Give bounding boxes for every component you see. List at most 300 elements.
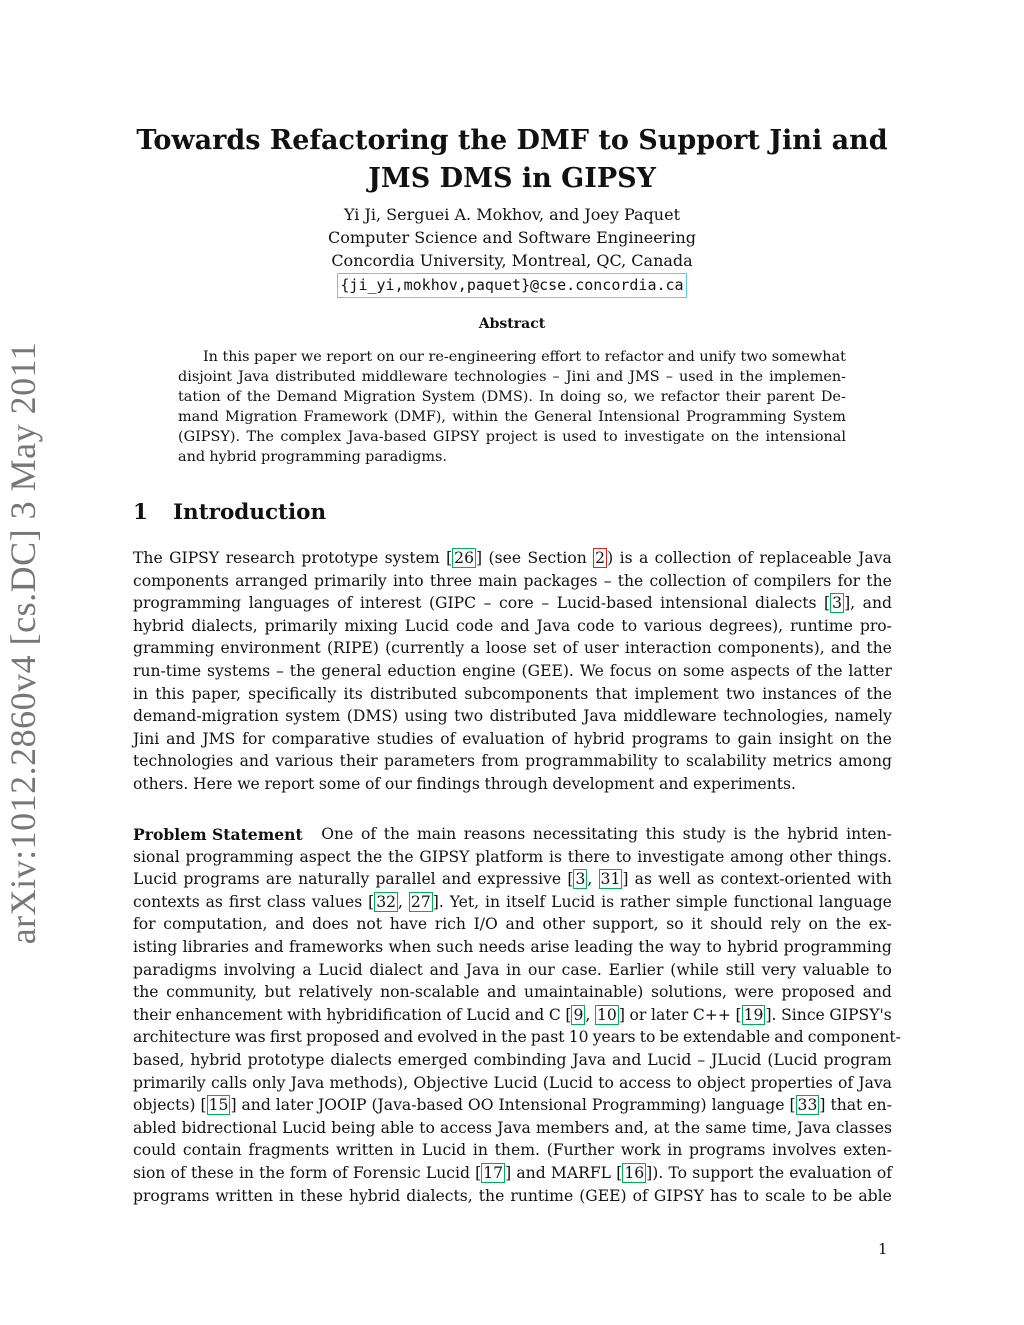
- word: (see: [488, 549, 522, 567]
- word: at: [653, 1118, 670, 1137]
- word: calls: [210, 1073, 247, 1092]
- word: not: [356, 915, 383, 934]
- word: them.: [494, 1141, 540, 1160]
- word: we: [633, 389, 655, 405]
- word: in: [133, 684, 149, 703]
- text-line: [133, 707, 892, 725]
- word: two: [454, 707, 484, 726]
- word: a: [470, 639, 480, 658]
- word: hybridification: [326, 1005, 442, 1024]
- word: class: [266, 892, 306, 911]
- word: well: [658, 870, 691, 889]
- section-heading-introduction: [133, 500, 326, 525]
- word: using: [404, 707, 448, 726]
- word: have: [389, 915, 428, 934]
- word: to: [419, 1118, 435, 1137]
- word: within: [452, 409, 499, 425]
- word: component-: [807, 1028, 901, 1047]
- word: [ 26 ]: [446, 549, 483, 567]
- word: enhancement: [175, 1005, 283, 1024]
- word: to: [615, 847, 632, 866]
- word: leading: [574, 938, 634, 956]
- word: used: [562, 429, 597, 445]
- citation-link[interactable]: 32: [376, 892, 397, 911]
- word: I/O: [473, 915, 498, 934]
- citation-link[interactable]: 16: [624, 1164, 645, 1182]
- word: programmability: [525, 752, 658, 771]
- word: context-oriented: [720, 870, 852, 889]
- word: middleware: [623, 707, 717, 726]
- text-line: [133, 870, 892, 888]
- word: our: [527, 960, 555, 979]
- word: two: [726, 684, 756, 703]
- word: was: [234, 1028, 266, 1047]
- word: naturally: [298, 870, 370, 889]
- word: programming: [185, 847, 294, 866]
- citation-link[interactable]: 9: [573, 1005, 584, 1024]
- word: simple: [675, 892, 728, 911]
- word: form: [289, 1164, 328, 1182]
- word: programming: [783, 938, 892, 956]
- word: rich: [434, 915, 466, 934]
- word: paper: [254, 349, 297, 365]
- word: a: [302, 960, 312, 979]
- word: community,: [166, 983, 257, 1002]
- word: Java: [858, 549, 892, 567]
- word: were: [734, 983, 774, 1002]
- word: interest: [359, 594, 422, 613]
- word: and: [383, 1028, 414, 1047]
- word: –: [541, 594, 550, 613]
- word: involves: [772, 1141, 837, 1160]
- word: programs: [183, 870, 260, 889]
- word: and: [166, 729, 196, 748]
- word: and: [241, 1096, 271, 1115]
- word: frameworks: [288, 938, 384, 956]
- word: Here: [193, 775, 233, 793]
- word: of: [440, 729, 456, 748]
- word: systems: [207, 662, 271, 680]
- arxiv-identifier-stamp[interactable]: arXiv:1012.2860v4 [cs.DC] 3 May 2011: [3, 341, 43, 945]
- word: GIPSY: [169, 549, 220, 567]
- word: The: [133, 549, 163, 567]
- word: en-: [867, 1096, 892, 1115]
- citation-link[interactable]: 3: [575, 870, 586, 889]
- word: Java: [858, 1073, 892, 1092]
- text-line: [133, 1187, 892, 1205]
- word: distributed: [275, 369, 356, 385]
- word: dialects,: [191, 616, 258, 635]
- text-line: [133, 848, 892, 866]
- word: fragments: [248, 1141, 330, 1160]
- word: in: [481, 1028, 497, 1047]
- word: on: [376, 349, 395, 365]
- word: sional: [133, 847, 180, 866]
- word: [ 3 ],: [824, 594, 856, 613]
- word: core: [498, 594, 534, 613]
- word: into: [392, 571, 424, 590]
- word: engine: [462, 662, 516, 680]
- word: other: [789, 847, 832, 866]
- word: in: [400, 1141, 416, 1160]
- word: collection: [654, 549, 732, 567]
- text-line: [133, 752, 892, 770]
- text-line: [133, 1096, 892, 1114]
- section-number: 1: [133, 500, 148, 525]
- text-line: [133, 549, 892, 567]
- word: classes: [835, 1118, 892, 1137]
- word: tation: [178, 389, 221, 405]
- word: its: [343, 684, 363, 703]
- word: Programming): [591, 1096, 707, 1115]
- word: valuable: [802, 960, 870, 979]
- word: three: [429, 571, 473, 590]
- word: libraries: [182, 938, 249, 956]
- text-line: [178, 409, 846, 425]
- word: eduction: [387, 662, 457, 680]
- word: [ 17 ]: [475, 1164, 512, 1182]
- word: Java: [497, 1118, 531, 1137]
- word: and: [505, 915, 535, 934]
- word: to: [663, 752, 680, 771]
- author-block: [130, 203, 894, 298]
- word: rely: [770, 915, 801, 934]
- word: written: [215, 1186, 273, 1205]
- word: emerged: [397, 1051, 468, 1069]
- word: program: [823, 1051, 892, 1069]
- word: solutions,: [650, 983, 728, 1002]
- word: hybrid: [190, 1051, 242, 1069]
- word: doing: [560, 389, 602, 405]
- citation-link[interactable]: 15: [208, 1096, 229, 1115]
- word: members: [535, 1118, 610, 1137]
- word: the: [388, 847, 414, 866]
- word: and: [429, 960, 459, 979]
- word: GIPSY: [433, 429, 480, 445]
- word: run-time: [133, 662, 202, 680]
- word: [ 15 ]: [200, 1096, 237, 1115]
- word: study: [682, 825, 726, 843]
- word: access: [619, 1073, 672, 1092]
- word: support,: [592, 915, 659, 934]
- word: access: [439, 1118, 492, 1137]
- word: written: [335, 1141, 394, 1160]
- word: hybrid: [348, 1186, 401, 1205]
- word: degrees),: [708, 616, 784, 635]
- word: In: [203, 349, 218, 365]
- word: instances: [762, 684, 837, 703]
- word: Lucid: [466, 1005, 511, 1024]
- word: in: [485, 892, 501, 911]
- word: C++: [692, 1005, 731, 1024]
- word: Lucid: [647, 1051, 692, 1069]
- word: distributed: [489, 707, 577, 726]
- word: later: [650, 1005, 689, 1024]
- word: specifically: [248, 684, 337, 703]
- word: for: [242, 729, 265, 748]
- word: findings: [416, 775, 480, 793]
- word: 27 ].: [410, 892, 444, 911]
- word: the: [289, 662, 316, 680]
- word: mand: [178, 409, 219, 425]
- word: (DMS): [346, 707, 399, 726]
- word: language: [819, 892, 892, 911]
- section-reference-link[interactable]: 2: [595, 549, 606, 567]
- citation-link[interactable]: 31: [600, 870, 621, 889]
- text-line: [133, 825, 892, 844]
- word: of: [837, 1073, 854, 1092]
- word: comparative: [271, 729, 370, 748]
- word: JMS: [202, 729, 236, 748]
- citation-link[interactable]: 27: [410, 892, 431, 911]
- word: past: [530, 1028, 565, 1047]
- word: Java: [536, 616, 571, 635]
- word: Lucid: [425, 1164, 470, 1182]
- text-line: [133, 983, 892, 1001]
- word: abled: [133, 1118, 177, 1137]
- word: the: [504, 409, 528, 425]
- word: –: [665, 369, 673, 385]
- word: Migration: [224, 409, 298, 425]
- word: implement: [634, 684, 719, 703]
- word: interaction: [624, 639, 712, 658]
- word: arise: [530, 938, 570, 956]
- word: of: [332, 1164, 348, 1182]
- word: the: [866, 571, 892, 590]
- word: of: [632, 1186, 648, 1205]
- word: work: [620, 1141, 661, 1160]
- word: is: [619, 549, 633, 567]
- word: properties: [750, 1073, 833, 1092]
- word: of: [170, 1164, 186, 1182]
- text-line: [133, 685, 892, 703]
- title-line: JMS DMS in GIPSY: [368, 163, 656, 194]
- word: metrics: [772, 752, 833, 771]
- paper-title: [130, 122, 894, 198]
- word: for: [837, 571, 861, 590]
- word: for: [133, 915, 156, 934]
- word: to: [876, 960, 892, 979]
- word: the: [753, 825, 780, 843]
- word: and: [830, 639, 861, 658]
- word: main: [417, 825, 457, 843]
- word: research: [225, 549, 296, 567]
- word: such: [436, 938, 474, 956]
- word: of: [360, 825, 377, 843]
- text-line: [133, 1074, 892, 1092]
- word: of: [551, 729, 567, 748]
- word: and: [254, 938, 284, 956]
- word: (GEE).: [521, 662, 574, 680]
- word: years: [592, 1028, 636, 1047]
- word: of: [226, 389, 241, 405]
- word: 2 ): [595, 549, 614, 567]
- text-line: [133, 1051, 892, 1069]
- text-line: [178, 389, 846, 405]
- word: this: [222, 349, 250, 365]
- word: of: [844, 684, 860, 703]
- citation-link[interactable]: 10: [596, 1005, 617, 1024]
- word: various: [644, 616, 703, 635]
- word: with: [857, 870, 892, 889]
- word: C: [548, 1005, 561, 1024]
- word: demand-migration: [133, 707, 279, 726]
- word: first: [269, 1028, 302, 1047]
- word: Framework: [303, 409, 388, 425]
- word: later: [275, 1096, 314, 1115]
- word: first: [228, 892, 261, 911]
- word: dialects: [330, 1051, 392, 1069]
- word: way: [669, 938, 701, 956]
- word: replaceable: [759, 549, 852, 567]
- text-line: [133, 961, 892, 979]
- word: investigate: [624, 429, 705, 445]
- word: [ 9 ,: [565, 1005, 591, 1024]
- word: be: [833, 1186, 853, 1205]
- word: in: [506, 960, 522, 979]
- citation-link[interactable]: 33: [797, 1096, 818, 1115]
- word: GIPSY: [419, 847, 470, 866]
- word: investigate: [637, 847, 725, 866]
- word: the: [866, 684, 892, 703]
- word: used: [679, 369, 714, 385]
- word: the: [501, 1028, 527, 1047]
- word: programs: [688, 1141, 766, 1160]
- word: programming: [261, 449, 361, 465]
- word: case.: [561, 960, 602, 979]
- word: only: [252, 1073, 286, 1092]
- word: of: [732, 571, 748, 590]
- abstract-heading: Abstract: [478, 316, 546, 332]
- word: this: [155, 684, 185, 703]
- word: among: [838, 752, 892, 771]
- word: aspects: [730, 662, 790, 680]
- word: relatively: [298, 983, 373, 1002]
- word: code: [577, 616, 615, 635]
- word: dialects: [755, 594, 817, 613]
- affiliation-department: Computer Science and Software Engineering: [327, 228, 696, 247]
- word: to: [811, 1186, 828, 1205]
- word: Java: [465, 960, 500, 979]
- title-line: Towards Refactoring the DMF to Support Jini and: [136, 125, 888, 156]
- word: their: [725, 389, 761, 405]
- word: implemen-: [769, 369, 846, 385]
- word: runtime: [790, 616, 853, 635]
- word: disjoint: [178, 369, 232, 385]
- word: evaluation: [789, 1164, 872, 1182]
- word: among: [730, 847, 784, 866]
- word: We: [579, 662, 604, 680]
- word: –: [697, 1051, 706, 1069]
- word: compilers: [753, 571, 832, 590]
- word: the: [735, 429, 759, 445]
- word: but: [264, 983, 291, 1002]
- word: platform: [475, 847, 544, 866]
- word: the: [835, 915, 862, 934]
- word: technologies: [133, 752, 234, 771]
- word: or: [629, 1005, 647, 1024]
- word: ex-: [868, 915, 892, 934]
- word: and: [500, 616, 530, 635]
- word: and: [774, 1028, 804, 1047]
- word: (Lucid: [767, 1051, 818, 1069]
- word: 31 ]: [600, 870, 629, 889]
- word: JOOIP: [318, 1096, 367, 1115]
- word: System: [792, 409, 846, 425]
- word: hybrid: [727, 938, 779, 956]
- word: JLucid: [711, 1051, 762, 1069]
- text-line: [133, 915, 892, 933]
- word: the: [866, 729, 892, 748]
- word: we: [237, 775, 260, 793]
- word: (RIPE): [326, 639, 379, 658]
- word: the: [478, 1186, 505, 1205]
- word: the: [758, 1164, 785, 1182]
- word: the: [383, 825, 410, 843]
- author-email-link[interactable]: {ji_yi,mokhov,paquet}@cse.concordia.ca: [337, 273, 686, 298]
- word: is: [601, 892, 615, 911]
- word: collection: [649, 571, 727, 590]
- word: objects): [133, 1096, 196, 1115]
- word: programs: [631, 729, 709, 748]
- word: (Java-based: [371, 1096, 463, 1115]
- word: environment: [220, 639, 321, 658]
- word: paper,: [191, 684, 241, 703]
- word: (currently: [385, 639, 465, 658]
- paragraph-heading: Problem Statement: [133, 825, 303, 844]
- word: main: [478, 571, 518, 590]
- word: could: [133, 1141, 177, 1160]
- word: insight: [778, 729, 834, 748]
- word: in: [279, 1186, 295, 1205]
- word: components: [133, 571, 229, 590]
- word: on: [657, 662, 678, 680]
- word: 10 ]: [596, 1005, 625, 1024]
- citation-link[interactable]: 17: [483, 1164, 504, 1182]
- word: we: [300, 349, 322, 365]
- word: complex: [280, 429, 342, 445]
- word: [ 33 ]: [789, 1096, 826, 1115]
- word: methods),: [329, 1073, 409, 1092]
- text-line: [203, 349, 846, 365]
- word: primarily: [133, 1073, 206, 1092]
- word: Yet,: [449, 892, 480, 911]
- word: functional: [733, 892, 814, 911]
- word: paradigms.: [365, 449, 448, 465]
- word: isting: [133, 938, 178, 956]
- word: parallel: [375, 870, 436, 889]
- word: evolved: [417, 1028, 478, 1047]
- word: and: [862, 594, 892, 613]
- word: dialects,: [406, 1186, 473, 1205]
- word: non-scalable: [380, 983, 480, 1002]
- citation-link[interactable]: 3: [832, 594, 843, 613]
- word: runtime: [510, 1186, 574, 1205]
- citation-link[interactable]: 26: [454, 549, 475, 567]
- word: on: [808, 915, 828, 934]
- word: project: [485, 429, 538, 445]
- word: bidrectional: [181, 1118, 277, 1137]
- word: (DMF),: [393, 409, 446, 425]
- word: Intensional: [598, 409, 680, 425]
- word: are: [265, 870, 292, 889]
- citation-link[interactable]: 19: [743, 1005, 764, 1024]
- word: our: [384, 775, 412, 793]
- word: involving: [223, 960, 296, 979]
- word: Lucid: [133, 870, 178, 889]
- text-line: [133, 1006, 892, 1024]
- word: on: [710, 429, 729, 445]
